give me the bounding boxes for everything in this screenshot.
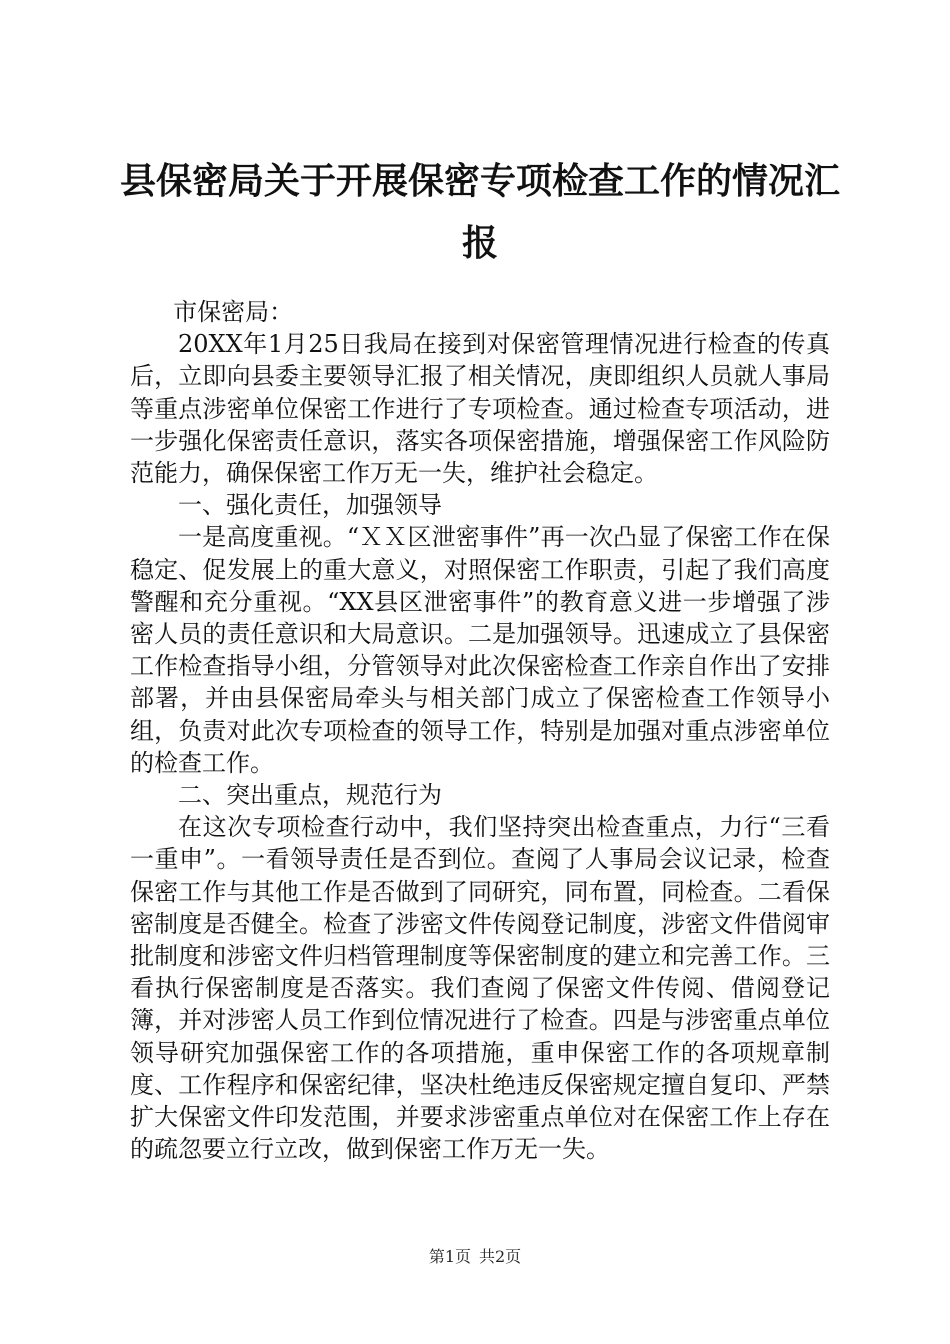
document-title-line-1: 县保密局关于开展保密专项检查工作的情况汇 [119,160,840,202]
intro-paragraph: 20XX年1月25日我局在接到对保密管理情况进行检查的传真后，立即向县委主要领导汇报了相关情况，庚即组织人员就人事局等重点涉密单位保密工作进行了专项检查。通过检查专项活动，进一步强化保密责任意识，落实各项保密措施，增强保密工作风险防范能力，确保保密工作万无一失，维护社会稳定。 [130,330,830,488]
section-1-paragraph: 一是高度重视。“ＸＸ区泄密事件”再一次凸显了保密工作在保稳定、促发展上的重大意义，对照保密工作职责，引起了我们高度警醒和充分重视。“XX县区泄密事件”的教育意义进一步增强了涉密人员的责任意识和大局意识。二是加强领导。迅速成立了县保密工作检查指导小组，分管领导对此次保密检查工作亲自作出了安排部署，并由县保密局牵头与相关部门成立了保密检查工作领导小组，负责对此次专项检查的领导工作，特别是加强对重点涉密单位的检查工作。 [130,523,830,777]
section-heading-2: 二、突出重点，规范行为 [178,781,442,810]
page-number: 第1页 [428,1247,471,1266]
document-title-line-2: 报 [461,222,498,264]
section-heading-1: 一、强化责任，加强领导 [178,491,442,520]
page-footer [0,1244,950,1267]
document-body [130,296,830,1165]
salutation: 市保密局： [173,298,294,326]
section-2-paragraph: 在这次专项检查行动中，我们坚持突出检查重点，力行“三看一重申”。一看领导责任是否到位。查阅了人事局会议记录，检查保密工作与其他工作是否做到了同研究，同布置，同检查。二看保密制度是否健全。检查了涉密文件传阅登记制度，涉密文件借阅审批制度和涉密文件归档管理制度等保密制度的建立和完善工作。三看执行保密制度是否落实。我们查阅了保密文件传阅、借阅登记簿，并对涉密人员工作到位情况进行了检查。四是与涉密重点单位领导研究加强保密工作的各项措施，重申保密工作的各项规章制度、工作程序和保密纪律，坚决杜绝违反保密规定擅自复印、严禁扩大保密文件印发范围，并要求涉密重点单位对在保密工作上存在的疏忽要立行立改，做到保密工作万无一失。 [130,813,830,1164]
page-total: 共2页 [479,1247,522,1266]
